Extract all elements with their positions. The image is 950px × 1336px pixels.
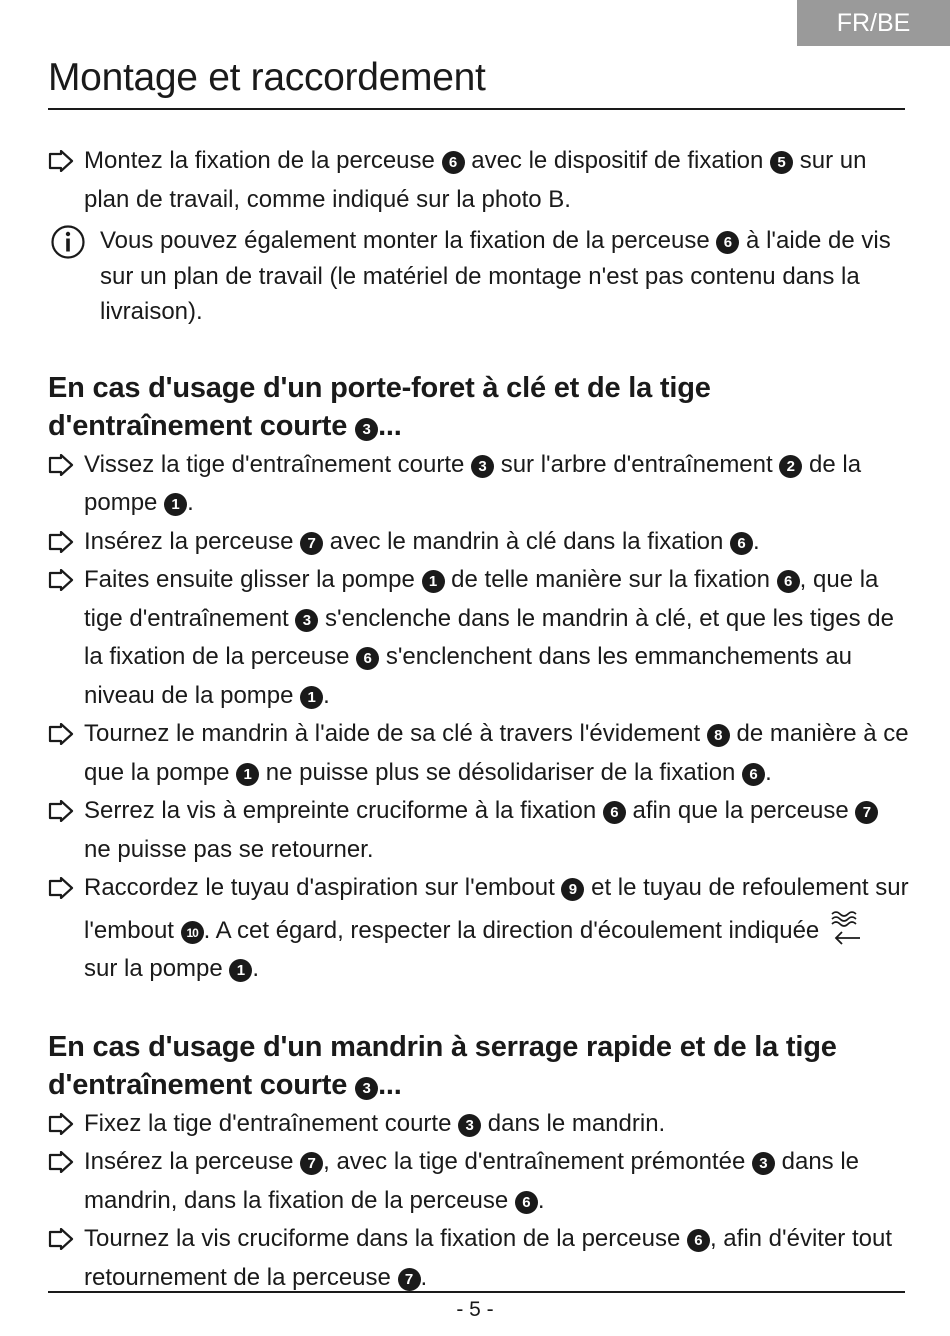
- step-text: Tournez le mandrin à l'aide de sa clé à travers l'évidement 8 de manière à ce que la pompe 1 ne puisse plus se désolidariser de la fixation 6 .: [84, 720, 909, 786]
- arrow-right-outline-icon: [48, 454, 74, 476]
- footer-divider: [48, 1291, 905, 1293]
- section-heading-keyed-chuck: En cas d'usage d'un porte-foret à clé et de la tige d'entraînement courte 3 ...: [48, 371, 711, 442]
- step-text: Vissez la tige d'entraînement courte 3 sur l'arbre d'entraînement 2 de la pompe 1 .: [84, 450, 862, 516]
- arrow-right-outline-icon: [48, 1113, 74, 1135]
- section-heading-quick-chuck: En cas d'usage d'un mandrin à serrage rapide et de la tige d'entraînement courte 3 ...: [48, 1030, 837, 1101]
- step-text: Insérez la perceuse 7 , avec la tige d'entraînement prémontée 3 dans le mandrin, dans la fixation de la perceuse 6 .: [84, 1148, 860, 1214]
- step-text: Serrez la vis à empreinte cruciforme à la fixation 6 afin que la perceuse 7 ne puisse pas se retourner.: [84, 797, 878, 863]
- step-item: [48, 1220, 910, 1297]
- step-text: Tournez la vis cruciforme dans la fixation de la perceuse 6 , afin d'éviter tout retournement de la perceuse 7 .: [84, 1225, 892, 1291]
- page-number: - 5 -: [456, 1298, 494, 1321]
- arrow-right-outline-icon: [48, 723, 74, 745]
- step-text: Faites ensuite glisser la pompe 1 de telle manière sur la fixation 6 , que la tige d'entraînement 3 s'enclenche dans le mandrin à clé, et que les tiges de la fixation de la perceuse 6 s'enclenchent dans les emmanchements au niveau de la pompe 1 .: [84, 566, 894, 709]
- step-item: [48, 523, 910, 562]
- flow-direction-icon: [826, 908, 868, 948]
- step-item: [48, 869, 910, 989]
- arrow-right-outline-icon: [48, 1228, 74, 1250]
- step-text: Insérez la perceuse 7 avec le mandrin à clé dans la fixation 6 .: [84, 527, 760, 555]
- step-item: [48, 561, 910, 715]
- arrow-right-outline-icon: [48, 1151, 74, 1173]
- arrow-right-outline-icon: [48, 800, 74, 822]
- arrow-right-outline-icon: [48, 569, 74, 591]
- info-text: Vous pouvez également monter la fixation de la perceuse 6 à l'aide de vis sur un plan de travail (le matériel de montage n'est pas contenu dans la livraison).: [100, 227, 891, 325]
- step-text: Raccordez le tuyau d'aspiration sur l'embout 9 et le tuyau de refoulement sur l'embout 10 . A cet égard, respecter la direction d'écoulement indiquée sur la pompe 1 .: [84, 874, 909, 982]
- info-circle-icon: [50, 224, 86, 260]
- language-tab: FR/BE: [797, 0, 950, 46]
- arrow-right-outline-icon: [48, 531, 74, 553]
- step-item: [48, 446, 910, 523]
- page-content: [48, 142, 910, 1297]
- step-item: [48, 715, 910, 792]
- step-item: [48, 1143, 910, 1220]
- step-text: Fixez la tige d'entraînement courte 3 dans le mandrin.: [84, 1109, 666, 1137]
- step-item: [48, 1105, 910, 1144]
- arrow-right-outline-icon: [48, 877, 74, 899]
- arrow-right-outline-icon: [48, 150, 74, 172]
- page-title: Montage et raccordement: [48, 56, 486, 99]
- info-note: [48, 223, 910, 330]
- title-divider: [48, 108, 905, 110]
- step-text: Montez la fixation de la perceuse 6 avec le dispositif de fixation 5 sur un plan de travail, comme indiqué sur la photo B.: [84, 147, 867, 213]
- step-item: [48, 142, 910, 219]
- step-item: [48, 792, 910, 869]
